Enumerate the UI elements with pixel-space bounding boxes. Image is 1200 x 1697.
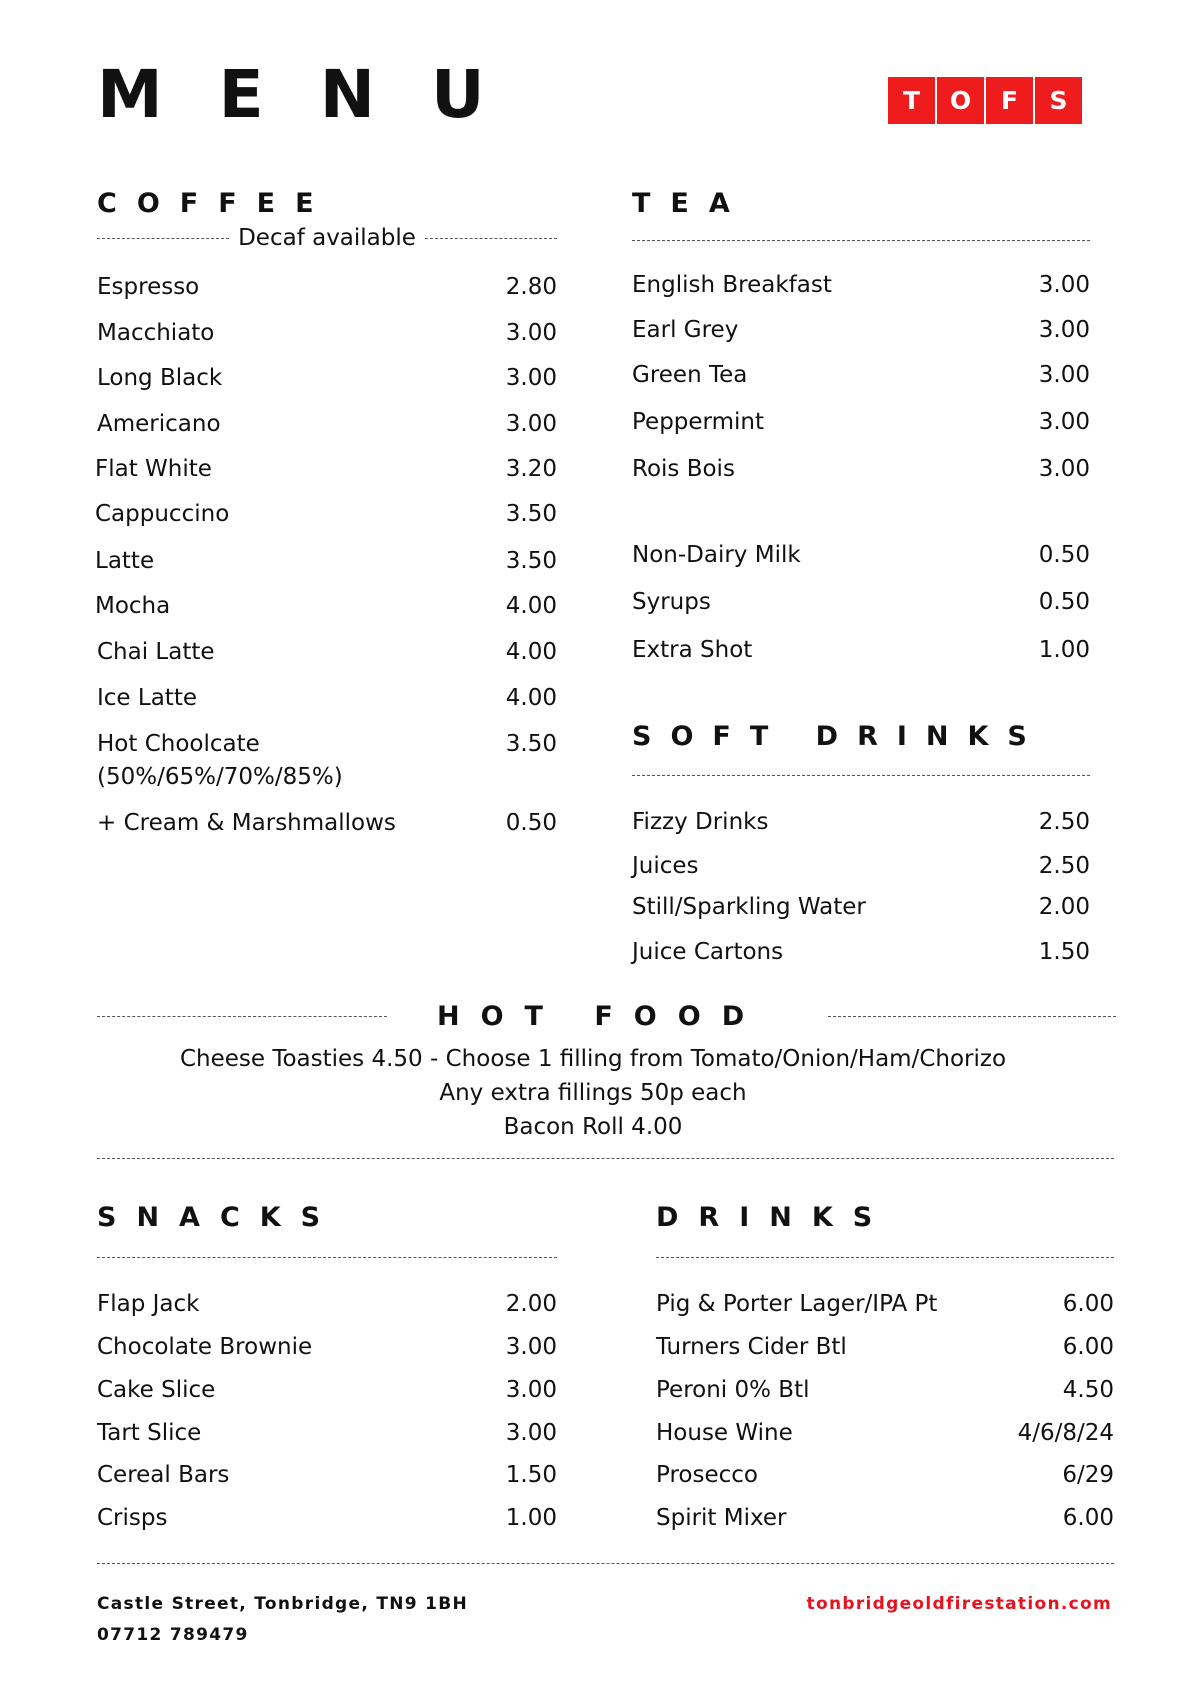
- item-name: Turners Cider Btl: [656, 1334, 847, 1360]
- divider: [632, 240, 1090, 241]
- logo-letter: O: [937, 77, 984, 124]
- divider: [97, 1563, 1114, 1564]
- drink-item-turners-cider: [656, 1334, 1114, 1362]
- coffee-item-mocha: [95, 593, 557, 621]
- item-name: Tart Slice: [97, 1420, 202, 1446]
- logo-letter: F: [986, 77, 1033, 124]
- item-name: Extra Shot: [632, 637, 753, 663]
- coffee-item-long-black: [97, 365, 557, 393]
- item-name: Mocha: [95, 593, 171, 619]
- item-name: Hot Choolcate: [97, 731, 260, 757]
- item-price: 3.50: [505, 731, 557, 757]
- coffee-item-espresso: [97, 274, 557, 302]
- coffee-item-ice-latte: [97, 685, 557, 713]
- tea-item-peppermint: [632, 409, 1090, 437]
- item-name: Ice Latte: [97, 685, 197, 711]
- snack-item-cereal-bars: [97, 1462, 557, 1490]
- item-price: 3.00: [505, 320, 557, 346]
- item-price: 3.00: [1038, 317, 1090, 343]
- item-price: 3.00: [505, 411, 557, 437]
- item-price: 6.00: [1062, 1291, 1114, 1317]
- item-price: 2.50: [1038, 853, 1090, 879]
- item-name: House Wine: [656, 1420, 793, 1446]
- item-price: 3.00: [505, 365, 557, 391]
- item-price: 0.50: [1038, 589, 1090, 615]
- item-price: 4.00: [505, 593, 557, 619]
- item-price: 3.20: [505, 456, 557, 482]
- extra-item-extra-shot: [632, 637, 1090, 665]
- tea-heading: TEA: [632, 188, 750, 219]
- soft-drink-item-fizzy-drinks: [632, 809, 1090, 837]
- item-price: 3.00: [505, 1377, 557, 1403]
- item-name: Still/Sparkling Water: [632, 894, 866, 920]
- item-price: 2.50: [1038, 809, 1090, 835]
- extra-item-non-dairy-milk: [632, 542, 1090, 570]
- divider: [425, 238, 557, 239]
- item-price: 3.50: [505, 548, 557, 574]
- item-price: 3.00: [1038, 409, 1090, 435]
- drink-item-spirit-mixer: [656, 1505, 1114, 1533]
- item-price: 4.00: [505, 685, 557, 711]
- snacks-heading: SNACKS: [97, 1202, 341, 1233]
- snack-item-chocolate-brownie: [97, 1334, 557, 1362]
- snack-item-cake-slice: [97, 1377, 557, 1405]
- item-name: Long Black: [97, 365, 223, 391]
- item-price: 6.00: [1062, 1334, 1114, 1360]
- divider: [632, 775, 1090, 776]
- snack-item-flap-jack: [97, 1291, 557, 1319]
- item-price: 1.00: [505, 1505, 557, 1531]
- coffee-item-chai-latte: [97, 639, 557, 667]
- item-price: 6/29: [1062, 1462, 1114, 1488]
- coffee-item-cream-marshmallows: [97, 810, 557, 838]
- decaf-note-text: Decaf available: [238, 225, 416, 251]
- drink-item-prosecco: [656, 1462, 1114, 1490]
- item-name: Juices: [632, 853, 699, 879]
- item-price: 4.00: [505, 639, 557, 665]
- item-price: 2.00: [1038, 894, 1090, 920]
- item-price: 3.00: [1038, 272, 1090, 298]
- coffee-item-hot-chocolate: [97, 731, 557, 759]
- hot-food-toasties: Cheese Toasties 4.50 - Choose 1 filling from Tomato/Onion/Ham/Chorizo: [179, 1046, 1007, 1072]
- item-price: 3.00: [505, 1334, 557, 1360]
- item-name: Chocolate Brownie: [97, 1334, 313, 1360]
- item-name: Chai Latte: [97, 639, 215, 665]
- coffee-item-cappuccino: [95, 501, 557, 529]
- item-name: Peppermint: [632, 409, 764, 435]
- item-name: Flap Jack: [97, 1291, 200, 1317]
- soft-drink-item-juices: [632, 853, 1090, 881]
- item-name: Rois Bois: [632, 456, 735, 482]
- soft-drinks-heading: SOFT DRINKS: [632, 721, 1046, 752]
- tea-item-earl-grey: [632, 317, 1090, 345]
- item-price: 6.00: [1062, 1505, 1114, 1531]
- divider: [97, 1158, 1114, 1159]
- item-name: Crisps: [97, 1505, 168, 1531]
- drink-item-house-wine: [656, 1420, 1114, 1448]
- item-name: Cappuccino: [95, 501, 230, 527]
- item-price: 3.00: [1038, 362, 1090, 388]
- tea-item-rois-bois: [632, 456, 1090, 484]
- item-name: Spirit Mixer: [656, 1505, 787, 1531]
- item-price: 3.00: [505, 1420, 557, 1446]
- item-name: Prosecco: [656, 1462, 758, 1488]
- divider: [97, 238, 229, 239]
- drink-item-peroni: [656, 1377, 1114, 1405]
- divider: [97, 1016, 387, 1017]
- item-price: 0.50: [505, 810, 557, 836]
- item-price: 4/6/8/24: [1017, 1420, 1114, 1446]
- item-name: Earl Grey: [632, 317, 739, 343]
- tofs-logo: [888, 77, 1082, 124]
- divider: [97, 1257, 557, 1258]
- item-price: 1.00: [1038, 637, 1090, 663]
- item-name: Green Tea: [632, 362, 748, 388]
- snack-item-crisps: [97, 1505, 557, 1533]
- item-price: 2.80: [505, 274, 557, 300]
- item-name: Non-Dairy Milk: [632, 542, 801, 568]
- coffee-item-flat-white: [95, 456, 557, 484]
- item-name: Americano: [97, 411, 221, 437]
- item-name: English Breakfast: [632, 272, 832, 298]
- item-name: Flat White: [95, 456, 212, 482]
- decaf-note: [97, 225, 557, 251]
- footer-website-link[interactable]: tonbridgeoldfirestation.com: [806, 1594, 1112, 1614]
- hot-food-bacon-roll: Bacon Roll 4.00: [503, 1114, 683, 1140]
- logo-letter: S: [1035, 77, 1082, 124]
- item-price: 1.50: [1038, 939, 1090, 965]
- soft-drink-item-still-sparkling-water: [632, 894, 1090, 922]
- footer-address: Castle Street, Tonbridge, TN9 1BH: [97, 1594, 469, 1614]
- item-price: 1.50: [505, 1462, 557, 1488]
- logo-letter: T: [888, 77, 935, 124]
- extra-item-syrups: [632, 589, 1090, 617]
- coffee-item-latte: [95, 548, 557, 576]
- coffee-item-americano: [97, 411, 557, 439]
- hot-chocolate-options: (50%/65%/70%/85%): [97, 764, 343, 790]
- item-name: Cereal Bars: [97, 1462, 230, 1488]
- footer-phone[interactable]: 07712 789479: [97, 1625, 249, 1645]
- page-title: MENU: [97, 56, 541, 133]
- item-price: 0.50: [1038, 542, 1090, 568]
- soft-drink-item-juice-cartons: [632, 939, 1090, 967]
- item-name: Latte: [95, 548, 155, 574]
- tea-item-green-tea: [632, 362, 1090, 390]
- divider: [828, 1016, 1116, 1017]
- item-name: Pig & Porter Lager/IPA Pt: [656, 1291, 938, 1317]
- item-name: Fizzy Drinks: [632, 809, 769, 835]
- divider: [656, 1257, 1114, 1258]
- drink-item-pig-porter: [656, 1291, 1114, 1319]
- hot-food-extra-fillings: Any extra fillings 50p each: [439, 1080, 747, 1106]
- item-name: Cake Slice: [97, 1377, 216, 1403]
- item-name: Peroni 0% Btl: [656, 1377, 810, 1403]
- coffee-heading: COFFEE: [97, 188, 334, 219]
- item-price: 3.50: [505, 501, 557, 527]
- item-price: 2.00: [505, 1291, 557, 1317]
- item-name: Espresso: [97, 274, 200, 300]
- snack-item-tart-slice: [97, 1420, 557, 1448]
- coffee-item-macchiato: [97, 320, 557, 348]
- item-name: Macchiato: [97, 320, 215, 346]
- item-price: 4.50: [1062, 1377, 1114, 1403]
- drinks-heading: DRINKS: [656, 1202, 893, 1233]
- item-price: 3.00: [1038, 456, 1090, 482]
- tea-item-english-breakfast: [632, 272, 1090, 300]
- hot-food-heading: HOT FOOD: [437, 1001, 766, 1032]
- item-name: Syrups: [632, 589, 711, 615]
- item-name: Juice Cartons: [632, 939, 784, 965]
- item-name: + Cream & Marshmallows: [97, 810, 396, 836]
